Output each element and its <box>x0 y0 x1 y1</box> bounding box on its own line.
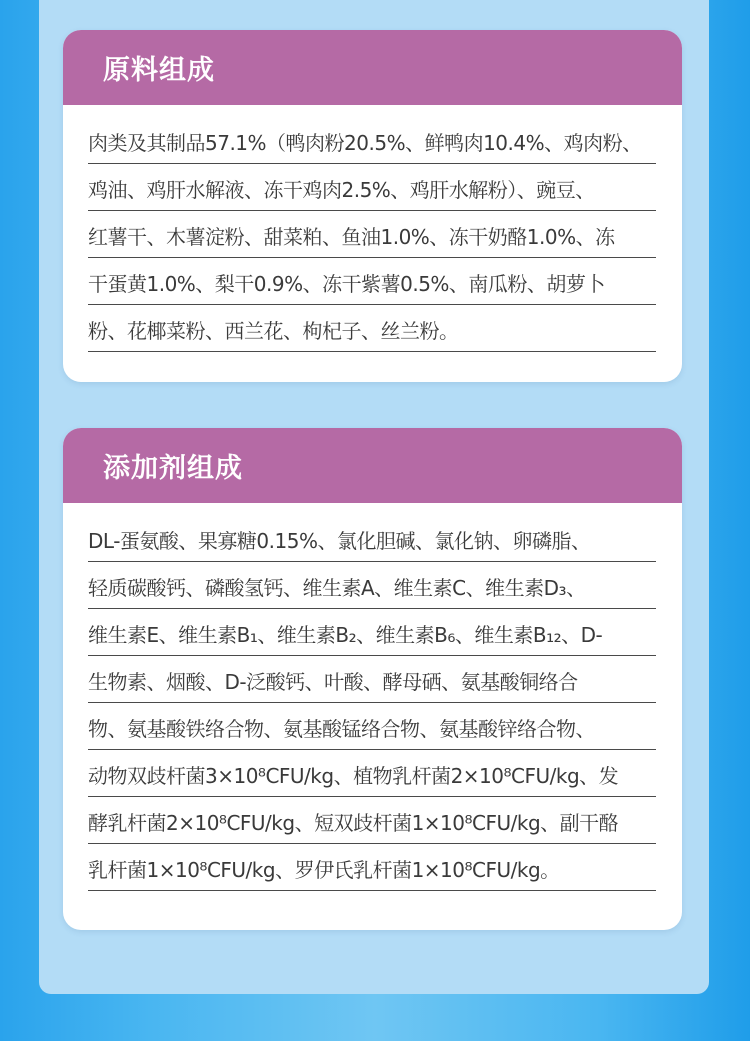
ingredients-line: 肉类及其制品57.1%（鸭肉粉20.5%、鲜鸭肉10.4%、鸡肉粉、 <box>88 117 656 164</box>
additives-line: 酵乳杆菌2×10⁸CFU/kg、短双歧杆菌1×10⁸CFU/kg、副干酪 <box>88 797 656 844</box>
additives-line: 轻质碳酸钙、磷酸氢钙、维生素A、维生素C、维生素D₃、 <box>88 562 656 609</box>
additives-body <box>63 503 682 891</box>
additives-line: 乳杆菌1×10⁸CFU/kg、罗伊氏乳杆菌1×10⁸CFU/kg。 <box>88 844 656 891</box>
ingredients-line: 红薯干、木薯淀粉、甜菜粕、鱼油1.0%、冻干奶酪1.0%、冻 <box>88 211 656 258</box>
ingredients-line: 鸡油、鸡肝水解液、冻干鸡肉2.5%、鸡肝水解粉）、豌豆、 <box>88 164 656 211</box>
ingredients-header <box>63 30 682 105</box>
ingredients-title: 原料组成 <box>103 55 215 86</box>
additives-card <box>63 428 682 930</box>
additives-title: 添加剂组成 <box>103 453 243 484</box>
ingredients-card <box>63 30 682 382</box>
additives-line: 生物素、烟酸、D-泛酸钙、叶酸、酵母硒、氨基酸铜络合 <box>88 656 656 703</box>
additives-line: 物、氨基酸铁络合物、氨基酸锰络合物、氨基酸锌络合物、 <box>88 703 656 750</box>
additives-line: 维生素E、维生素B₁、维生素B₂、维生素B₆、维生素B₁₂、D- <box>88 609 656 656</box>
additives-line: DL-蛋氨酸、果寡糖0.15%、氯化胆碱、氯化钠、卵磷脂、 <box>88 515 656 562</box>
ingredients-line: 粉、花椰菜粉、西兰花、枸杞子、丝兰粉。 <box>88 305 656 352</box>
additives-header <box>63 428 682 503</box>
additives-line: 动物双歧杆菌3×10⁸CFU/kg、植物乳杆菌2×10⁸CFU/kg、发 <box>88 750 656 797</box>
ingredients-body <box>63 105 682 352</box>
ingredients-line: 干蛋黄1.0%、梨干0.9%、冻干紫薯0.5%、南瓜粉、胡萝卜 <box>88 258 656 305</box>
